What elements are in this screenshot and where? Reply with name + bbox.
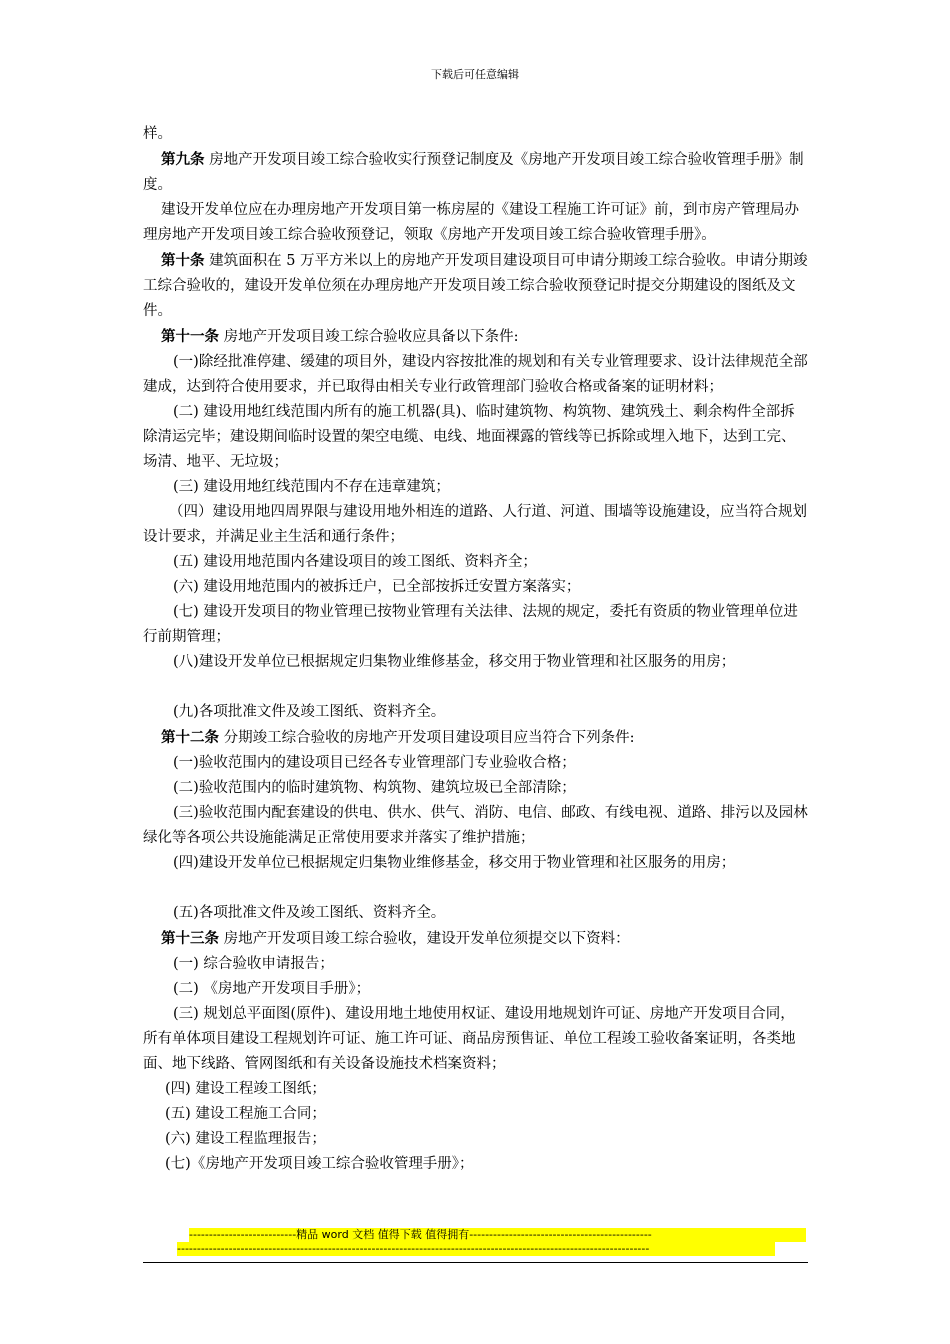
footer-line-2: ----------------------------------------------------------------------------------------------------------------------- xyxy=(177,1242,775,1256)
paragraph: （四）建设用地四周界限与建设用地外相连的道路、人行道、河道、围墙等设施建设，应当符合规划设计要求，并满足业主生活和通行条件； xyxy=(143,504,807,545)
paragraph: (三) 规划总平面图(原件)、建设用地土地使用权证、建设用地规划许可证、房地产开发项目合同，所有单体项目建设工程规划许可证、施工许可证、商品房预售证、单位工程竣工验收备案证明，各类地面、地下线路、管网图纸和有关设备设施技术档案资料； xyxy=(143,1006,796,1072)
paragraph: 样。 xyxy=(143,126,172,142)
paragraph: (六) 建设工程监理报告； xyxy=(165,1131,326,1147)
footer-banner xyxy=(143,1228,808,1256)
paragraph: (三)验收范围内配套建设的供电、供水、供气、消防、电信、邮政、有线电视、道路、排污以及园林绿化等各项公共设施能满足正常使用要求并落实了维护措施； xyxy=(143,805,808,846)
paragraph: (三) 建设用地红线范围内不存在违章建筑； xyxy=(173,479,450,495)
paragraph: (五)各项批准文件及竣工图纸、资料齐全。 xyxy=(173,905,446,921)
footer-divider xyxy=(143,1262,808,1263)
article-text: 建筑面积在 5 万平方米以上的房地产开发项目建设项目可申请分期竣工综合验收。申请分期竣工综合验收的，建设开发单位须在办理房地产开发项目竣工综合验收预登记时提交分期建设的图纸及文件。 xyxy=(143,253,808,319)
article-paragraph xyxy=(143,324,808,350)
article-paragraph xyxy=(143,147,808,198)
article-text: 房地产开发项目竣工综合验收应具备以下条件: xyxy=(219,329,519,345)
paragraph: 建设开发单位应在办理房地产开发项目第一栋房屋的《建设工程施工许可证》前，到市房产管理局办理房地产开发项目竣工综合验收预登记，领取《房地产开发项目竣工综合验收管理手册》。 xyxy=(143,202,799,243)
article-text: 房地产开发项目竣工综合验收实行预登记制度及《房地产开发项目竣工综合验收管理手册》制度。 xyxy=(143,152,804,193)
paragraph: (九)各项批准文件及竣工图纸、资料齐全。 xyxy=(173,704,446,720)
article-paragraph xyxy=(143,248,808,324)
article-label: 第九条 xyxy=(161,151,205,168)
article-label: 第十一条 xyxy=(161,328,219,345)
paragraph: (四)建设开发单位已根据规定归集物业维修基金，移交用于物业管理和社区服务的用房； xyxy=(173,855,736,871)
article-paragraph xyxy=(143,926,808,952)
paragraph: (七)《房地产开发项目竣工综合验收管理手册》； xyxy=(165,1156,474,1172)
article-paragraph xyxy=(143,725,808,751)
article-label: 第十三条 xyxy=(161,930,219,947)
paragraph: (一)除经批准停建、缓建的项目外，建设内容按批准的规划和有关专业管理要求、设计法律规范全部建成，达到符合使用要求，并已取得由相关专业行政管理部门验收合格或备案的证明材料； xyxy=(143,354,808,395)
paragraph: (七) 建设开发项目的物业管理已按物业管理有关法律、法规的规定，委托有资质的物业管理单位进行前期管理； xyxy=(143,604,798,645)
article-label: 第十二条 xyxy=(161,729,219,746)
page-header: 下载后可任意编辑 xyxy=(431,68,519,81)
paragraph: (一) 综合验收申请报告； xyxy=(173,956,334,972)
blank-line xyxy=(143,675,808,700)
blank-line xyxy=(143,876,808,901)
paragraph: (二)验收范围内的临时建筑物、构筑物、建筑垃圾已全部清除； xyxy=(173,780,576,796)
paragraph: (六) 建设用地范围内的被拆迁户，已全部按拆迁安置方案落实； xyxy=(173,579,581,595)
footer-line-1: ---------------------------精品 word 文档 值得下载 值得拥有---------------------------------------------- xyxy=(189,1228,806,1242)
article-label: 第十条 xyxy=(161,252,205,269)
article-text: 分期竣工综合验收的房地产开发项目建设项目应当符合下列条件: xyxy=(219,730,635,746)
article-text: 房地产开发项目竣工综合验收，建设开发单位须提交以下资料： xyxy=(219,931,630,947)
document-body xyxy=(143,122,808,1177)
paragraph: (五) 建设工程施工合同； xyxy=(165,1106,326,1122)
paragraph: (二) 建设用地红线范围内所有的施工机器(具)、临时建筑物、构筑物、建筑残土、剩余构件全部拆除清运完毕；建设期间临时设置的架空电缆、电线、地面裸露的管线等已拆除或埋入地下，达到工完、场清、地平、无垃圾； xyxy=(143,404,796,470)
paragraph: (二) 《房地产开发项目手册》； xyxy=(173,981,371,997)
paragraph: (四) 建设工程竣工图纸； xyxy=(165,1081,326,1097)
paragraph: (一)验收范围内的建设项目已经各专业管理部门专业验收合格； xyxy=(173,755,576,771)
paragraph: (八)建设开发单位已根据规定归集物业维修基金，移交用于物业管理和社区服务的用房； xyxy=(173,654,736,670)
paragraph: (五) 建设用地范围内各建设项目的竣工图纸、资料齐全； xyxy=(173,554,537,570)
